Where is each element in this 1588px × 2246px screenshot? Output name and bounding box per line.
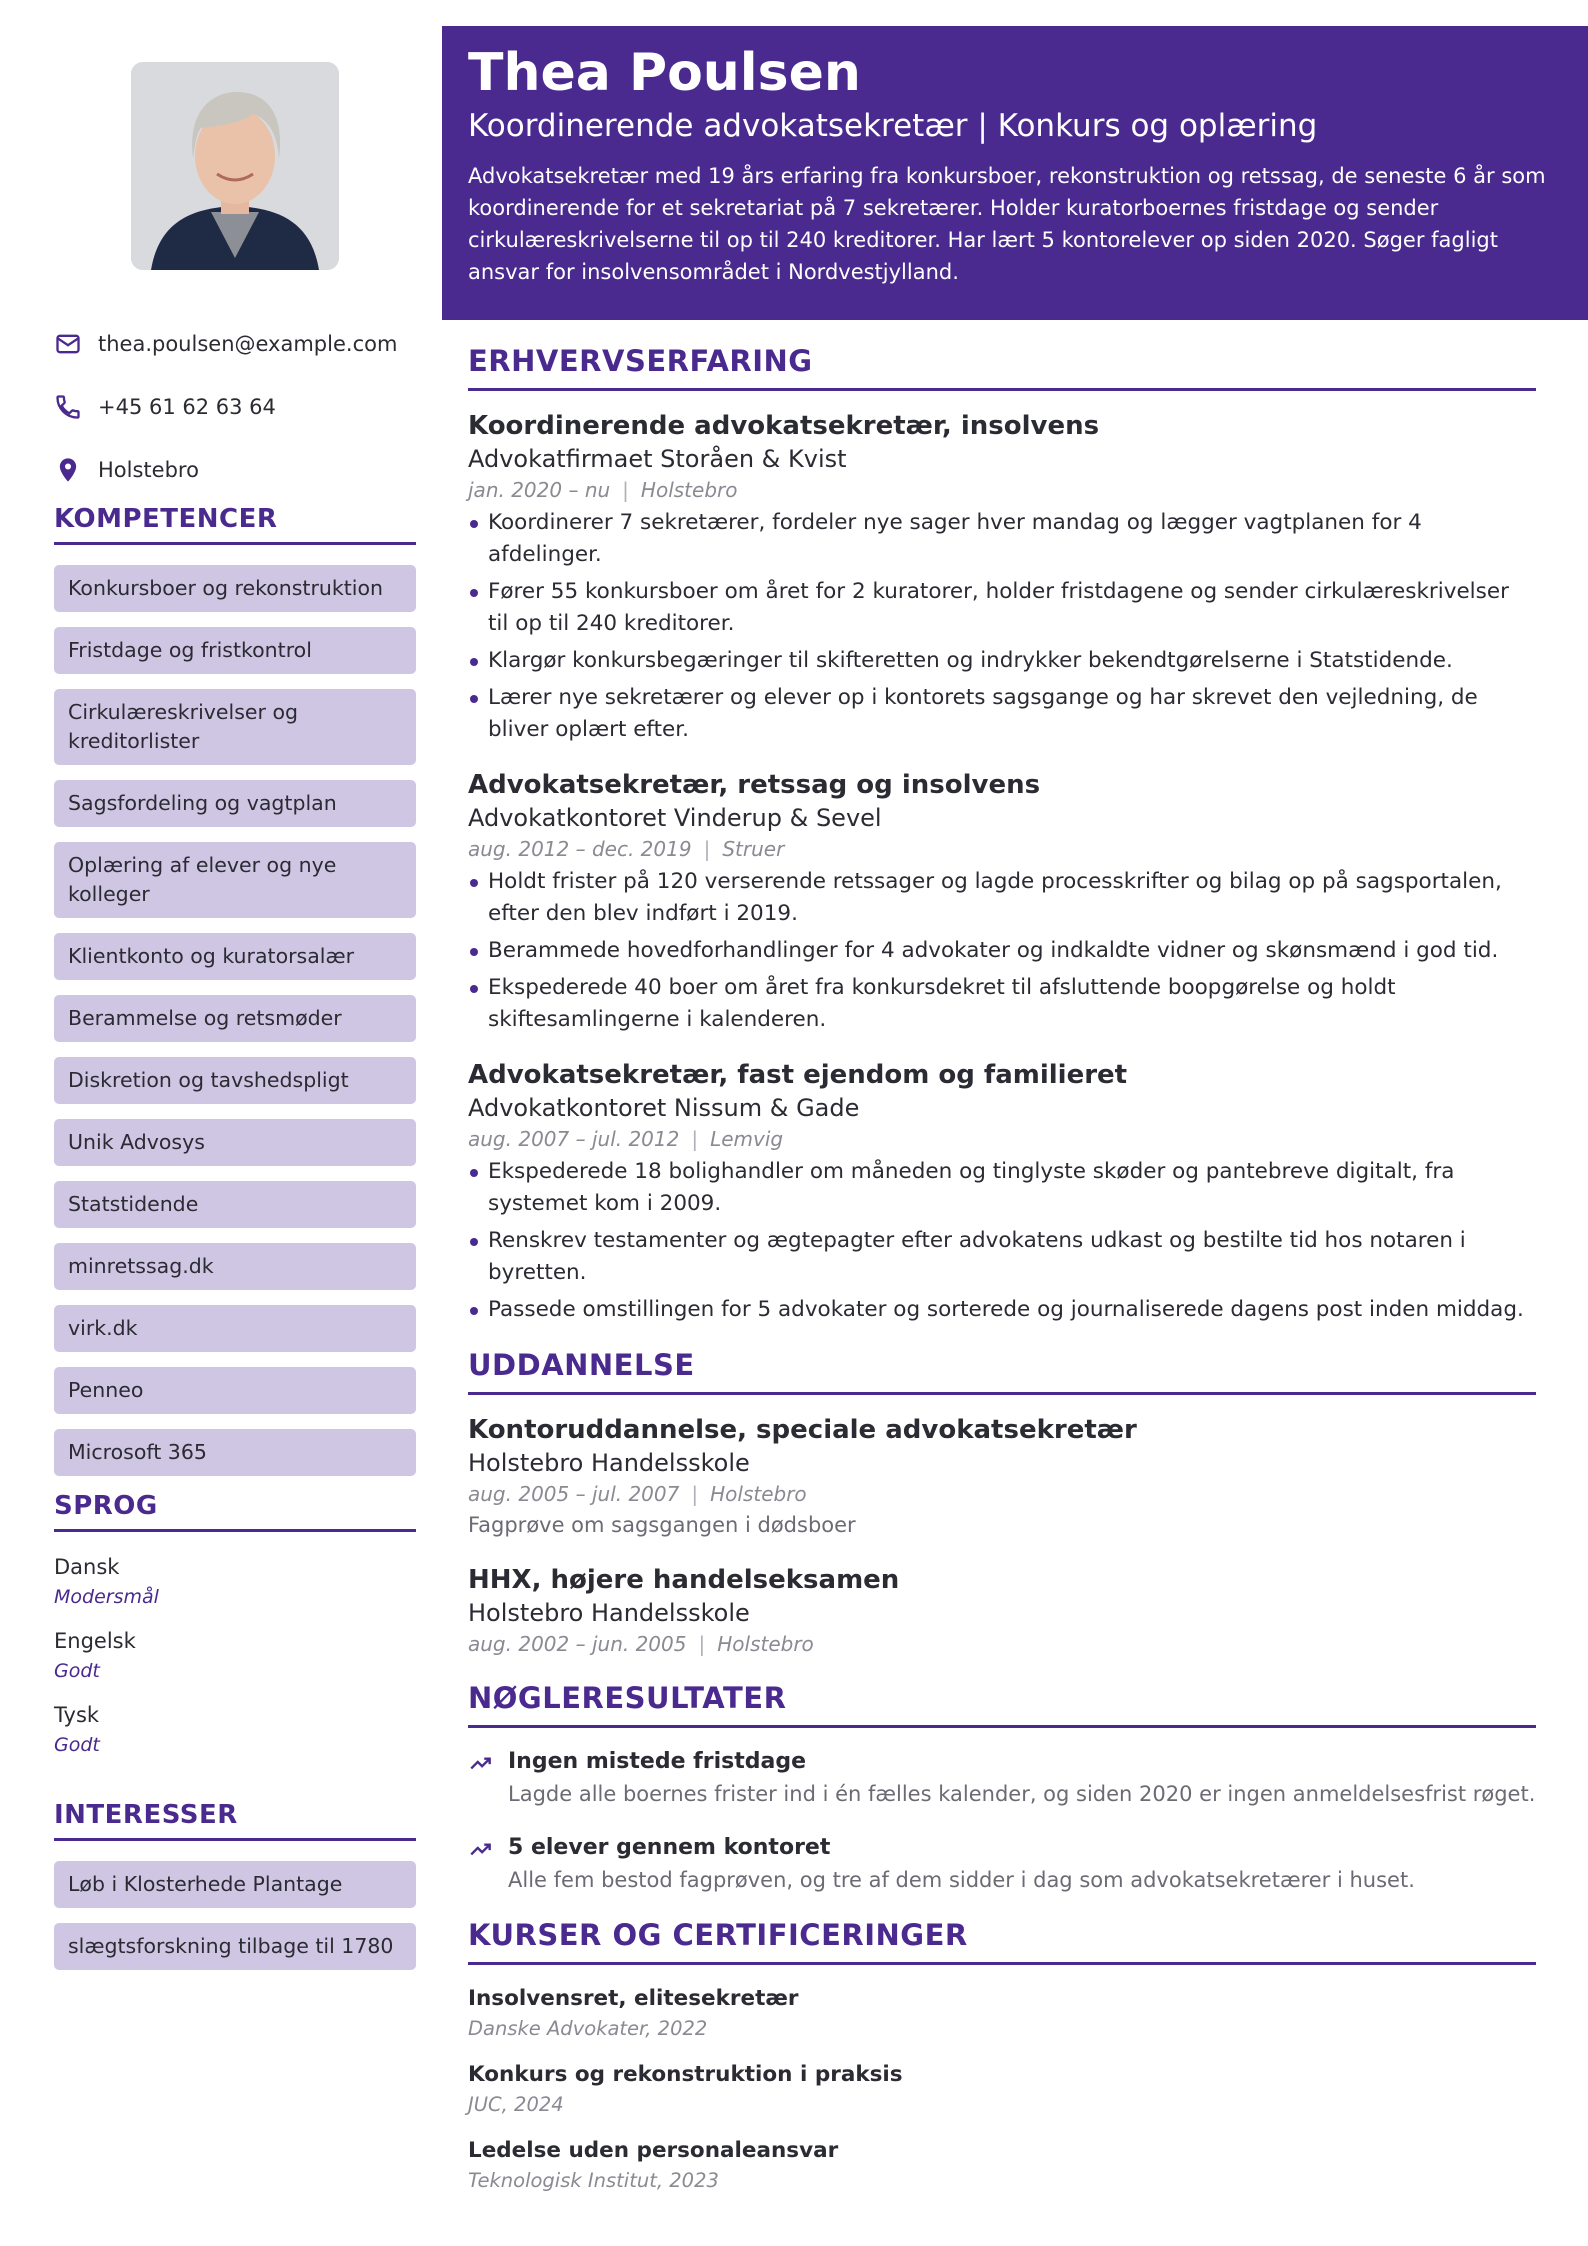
bullet-item: Ekspederede 40 boer om året fra konkursdekret til afsluttende boopgørelse og holdt skiftesamlingerne i kalenderen. — [468, 972, 1536, 1036]
profile-summary: Advokatsekretær med 19 års erfaring fra konkursboer, rekonstruktion og retssag, de seneste 6 år som koordinerende for et sekretariat på 7 sekretærer. Holder kuratorboernes fristdage og sender cirkulæreskrivelserne til op til 240 kreditorer. Har lært 5 kontorelever op siden 2020. Søger fagligt ansvar for insolvensområdet i Nordvestjylland. — [468, 164, 1546, 284]
education-entry — [468, 1413, 1536, 1541]
map-pin-icon — [54, 456, 82, 484]
result-text: Lagde alle boernes frister ind i én fælles kalender, og siden 2020 er ingen anmeldelsesfrist røget. — [508, 1782, 1536, 1806]
skill-chip: Statstidende — [54, 1181, 416, 1228]
interests-heading: INTERESSER — [54, 1800, 416, 1841]
skill-chip: Berammelse og retsmøder — [54, 995, 416, 1042]
language-name: Tysk — [54, 1703, 100, 1727]
results-list — [468, 1746, 1536, 1896]
education-note: Fagprøve om sagsgangen i dødsboer — [468, 1513, 856, 1537]
education-entry — [468, 1563, 1536, 1659]
job-place: Struer — [722, 837, 785, 861]
result-text: Alle fem bestod fagprøven, og tre af dem sidder i dag som advokatsekretærer i huset. — [508, 1868, 1415, 1892]
bullet-item: Ekspederede 18 bolighandler om måneden og tinglyste skøder og pantebreve digitalt, fra systemet kom i 2009. — [468, 1156, 1536, 1220]
course-item — [468, 2135, 1536, 2195]
trending-up-icon — [468, 1750, 494, 1776]
candidate-title: Koordinerende advokatsekretær | Konkurs og oplæring — [468, 108, 1318, 144]
education-period: aug. 2002 – jun. 2005 — [468, 1632, 687, 1656]
courses-list — [468, 1983, 1536, 2195]
skill-chip: Diskretion og tavshedspligt — [54, 1057, 416, 1104]
education-section — [468, 1348, 1536, 1659]
education-period: aug. 2005 – jul. 2007 — [468, 1482, 680, 1506]
job-bullets — [468, 866, 1536, 1036]
school-name: Holstebro Handelsskole — [468, 1449, 750, 1477]
header-banner — [442, 26, 1588, 320]
job-meta — [468, 1124, 1536, 1154]
result-item — [468, 1832, 1536, 1896]
education-meta — [468, 1479, 1536, 1509]
job-period: aug. 2012 – dec. 2019 — [468, 837, 692, 861]
skills-list — [54, 565, 416, 1476]
education-place: Holstebro — [710, 1482, 807, 1506]
language-name: Dansk — [54, 1555, 120, 1579]
envelope-icon — [54, 330, 82, 358]
job-entry — [468, 768, 1536, 1036]
job-meta — [468, 834, 1536, 864]
education-meta — [468, 1629, 1536, 1659]
result-title: Ingen mistede fristdage — [508, 1749, 806, 1774]
course-title: Insolvensret, elitesekretær — [468, 1986, 799, 2011]
job-employer: Advokatkontoret Vinderup & Sevel — [468, 804, 882, 832]
result-title: 5 elever gennem kontoret — [508, 1835, 831, 1860]
trending-up-icon — [468, 1836, 494, 1862]
bullet-item: Renskrev testamenter og ægtepagter efter advokatens udkast og bestilte tid hos notaren i byretten. — [468, 1225, 1536, 1289]
job-period: aug. 2007 – jul. 2012 — [468, 1127, 680, 1151]
bullet-item: Lærer nye sekretærer og elever op i kontorets sagsgange og har skrevet den vejledning, de bliver oplært efter. — [468, 682, 1536, 746]
degree-title: Kontoruddannelse, speciale advokatsekretær — [468, 1415, 1137, 1445]
meta-separator: | — [691, 1127, 699, 1151]
course-item — [468, 2059, 1536, 2119]
location-text: Holstebro — [98, 457, 199, 482]
job-entry — [468, 409, 1536, 746]
job-title: Koordinerende advokatsekretær, insolvens — [468, 411, 1100, 441]
skill-chip: Microsoft 365 — [54, 1429, 416, 1476]
job-bullets — [468, 1156, 1536, 1326]
experience-section — [468, 344, 1536, 1326]
result-body — [508, 1746, 1535, 1810]
bullet-item: Klargør konkursbegæringer til skifteretten og indrykker bekendtgørelserne i Statstidende. — [468, 645, 1536, 677]
interests-list — [54, 1861, 416, 1970]
job-place: Lemvig — [710, 1127, 784, 1151]
course-provider: Danske Advokater, 2022 — [468, 2017, 708, 2040]
meta-separator: | — [698, 1632, 706, 1656]
job-meta — [468, 475, 1536, 505]
language-name: Engelsk — [54, 1629, 136, 1653]
job-employer: Advokatfirmaet Storåen & Kvist — [468, 445, 847, 473]
skill-chip: Oplæring af elever og nye kolleger — [54, 842, 416, 918]
courses-section — [468, 1918, 1536, 2195]
experience-heading: ERHVERVSERFARING — [468, 344, 1536, 391]
skills-section — [54, 504, 416, 1491]
main-content — [468, 344, 1536, 2211]
course-item — [468, 1983, 1536, 2043]
result-body — [508, 1832, 1415, 1896]
language-level: Modersmål — [54, 1586, 159, 1608]
education-place: Holstebro — [717, 1632, 814, 1656]
degree-title: HHX, højere handelseksamen — [468, 1565, 900, 1595]
skill-chip: Penneo — [54, 1367, 416, 1414]
result-item — [468, 1746, 1536, 1810]
education-heading: UDDANNELSE — [468, 1348, 1536, 1395]
results-heading: NØGLERESULTATER — [468, 1681, 1536, 1728]
phone-text: +45 61 62 63 64 — [98, 394, 276, 419]
education-list — [468, 1413, 1536, 1659]
skill-chip: Fristdage og fristkontrol — [54, 627, 416, 674]
contact-phone[interactable] — [54, 375, 414, 438]
course-provider: Teknologisk Institut, 2023 — [468, 2169, 719, 2192]
job-entry — [468, 1058, 1536, 1326]
meta-separator: | — [622, 478, 629, 502]
meta-separator: | — [703, 837, 711, 861]
language-level: Godt — [54, 1660, 100, 1682]
job-bullets — [468, 507, 1536, 746]
portrait-image — [131, 62, 339, 270]
school-name: Holstebro Handelsskole — [468, 1599, 750, 1627]
languages-heading: SPROG — [54, 1491, 416, 1532]
language-level: Godt — [54, 1734, 100, 1756]
skill-chip: Sagsfordeling og vagtplan — [54, 780, 416, 827]
job-title: Advokatsekretær, retssag og insolvens — [468, 770, 1041, 800]
skill-chip: virk.dk — [54, 1305, 416, 1352]
jobs-list — [468, 409, 1536, 1326]
interest-chip: slægtsforskning tilbage til 1780 — [54, 1923, 416, 1970]
skill-chip: Unik Advosys — [54, 1119, 416, 1166]
bullet-item: Koordinerer 7 sekretærer, fordeler nye sager hver mandag og lægger vagtplanen for 4 afdelinger. — [468, 507, 1536, 571]
sidebar — [0, 0, 440, 2246]
job-employer: Advokatkontoret Nissum & Gade — [468, 1094, 860, 1122]
bullet-item: Passede omstillingen for 5 advokater og sorterede og journaliserede dagens post inden middag. — [468, 1294, 1536, 1326]
meta-separator: | — [691, 1482, 699, 1506]
skill-chip: Cirkulæreskrivelser og kreditorlister — [54, 689, 416, 765]
candidate-name: Thea Poulsen — [468, 43, 861, 103]
contact-list — [54, 312, 414, 501]
job-period: jan. 2020 – nu — [468, 478, 611, 502]
course-provider: JUC, 2024 — [468, 2093, 564, 2116]
contact-email[interactable] — [54, 312, 414, 375]
email-text: thea.poulsen@example.com — [98, 331, 398, 356]
languages-list — [54, 1552, 416, 1760]
skill-chip: minretssag.dk — [54, 1243, 416, 1290]
results-section — [468, 1681, 1536, 1896]
skill-chip: Klientkonto og kuratorsalær — [54, 933, 416, 980]
course-title: Konkurs og rekonstruktion i praksis — [468, 2062, 903, 2087]
languages-section — [54, 1491, 416, 1774]
profile-photo — [131, 62, 339, 270]
interest-chip: Løb i Klosterhede Plantage — [54, 1861, 416, 1908]
interests-section — [54, 1800, 416, 1985]
bullet-item: Berammede hovedforhandlinger for 4 advokater og indkaldte vidner og skønsmænd i god tid. — [468, 935, 1536, 967]
courses-heading: KURSER OG CERTIFICERINGER — [468, 1918, 1536, 1965]
bullet-item: Fører 55 konkursboer om året for 2 kuratorer, holder fristdagene og sender cirkulæreskrivelser til op til 240 kreditorer. — [468, 576, 1536, 640]
skill-chip: Konkursboer og rekonstruktion — [54, 565, 416, 612]
job-place: Holstebro — [640, 478, 738, 502]
bullet-item: Holdt frister på 120 verserende retssager og lagde processkrifter og bilag op på sagsportalen, efter den blev indført i 2019. — [468, 866, 1536, 930]
skills-heading: KOMPETENCER — [54, 504, 416, 545]
job-title: Advokatsekretær, fast ejendom og familieret — [468, 1060, 1128, 1090]
course-title: Ledelse uden personaleansvar — [468, 2138, 839, 2163]
phone-icon — [54, 393, 82, 421]
contact-location — [54, 438, 414, 501]
